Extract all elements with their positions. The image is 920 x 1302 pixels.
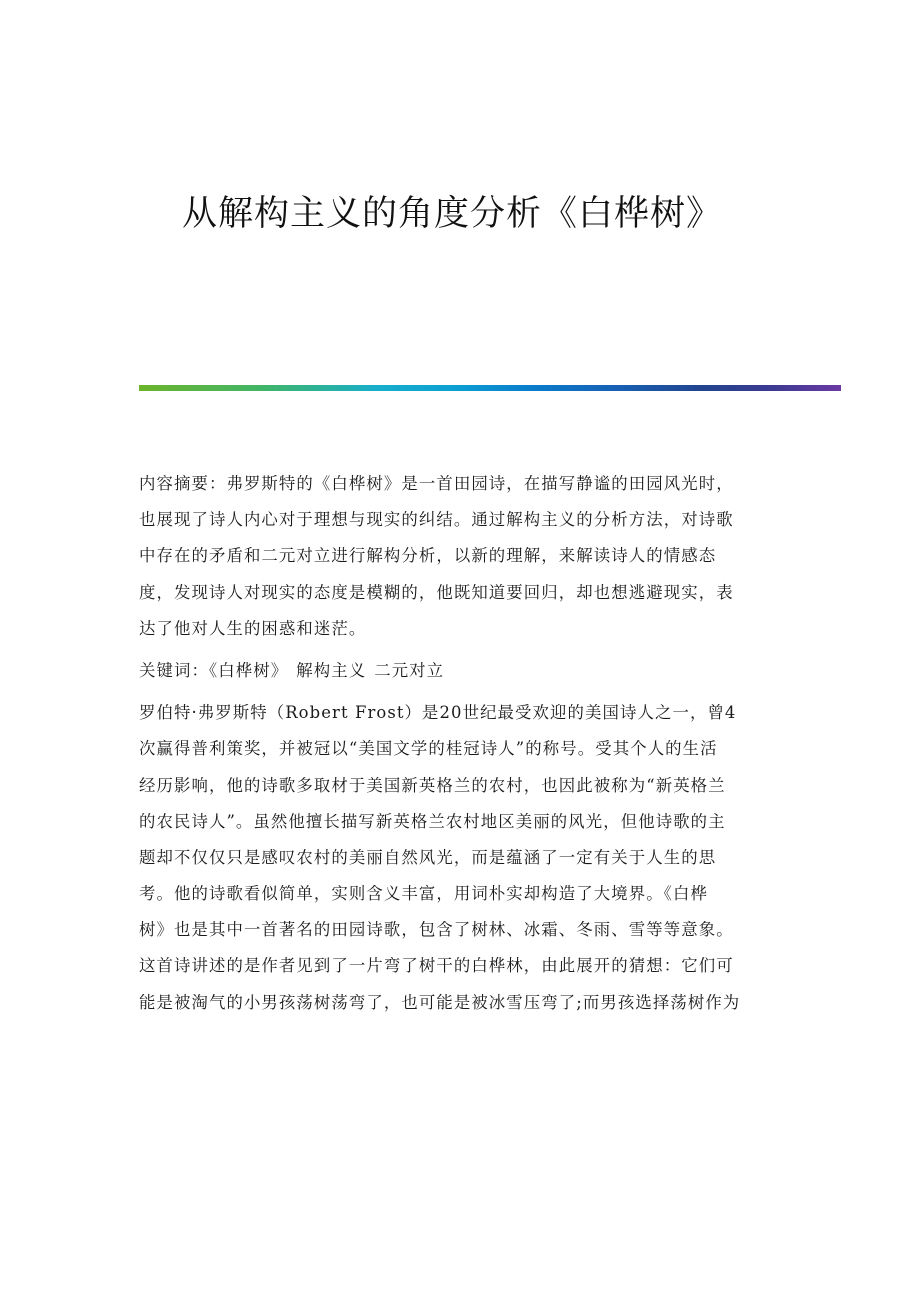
body-line: 次赢得普利策奖，并被冠以“美国文学的桂冠诗人”的称号。受其个人的生活: [139, 739, 718, 759]
abstract-line: 度，发现诗人对现实的态度是模糊的，他既知道要回归，却也想逃避现实，表: [139, 582, 734, 602]
body-line: 的农民诗人”。虽然他擅长描写新英格兰农村地区美丽的风光，但他诗歌的主: [139, 811, 726, 831]
body-line: 这首诗讲述的是作者见到了一片弯了树干的白桦林，由此展开的猜想：它们可: [139, 956, 734, 976]
keywords-line: [139, 653, 779, 689]
keyword-item: 二元对立: [374, 660, 445, 680]
body-line: 罗伯特·弗罗斯特（Robert Frost）是20世纪最受欢迎的美国诗人之一，曾4: [139, 703, 737, 723]
body-line: 经历影响，他的诗歌多取材于美国新英格兰的农村，也因此被称为“新英格兰: [139, 775, 726, 795]
keyword-item: 解构主义: [296, 660, 367, 680]
abstract-line: 内容摘要：弗罗斯特的《白桦树》是一首田园诗，在描写静谧的田园风光时，: [139, 474, 734, 493]
body-line: 考。他的诗歌看似简单，实则含义丰富，用词朴实却构造了大境界。《白桦: [139, 884, 708, 904]
abstract-line: 中存在的矛盾和二元对立进行解构分析，以新的理解，来解读诗人的情感态: [139, 546, 717, 566]
body-line: 树》也是其中一首著名的田园诗歌，包含了树林、冰霜、冬雨、雪等等意象。: [139, 920, 734, 940]
body-paragraph: [139, 695, 779, 1021]
abstract-line: 也展现了诗人内心对于理想与现实的纠结。通过解构主义的分析方法，对诗歌: [139, 510, 734, 530]
body-line: 题却不仅仅只是感叹农村的美丽自然风光，而是蕴涵了一定有关于人生的思: [139, 847, 717, 867]
document-title-text: 从解构主义的角度分析《白桦树》: [181, 194, 722, 234]
abstract-paragraph: [139, 466, 779, 647]
keywords-label: 关键词：: [139, 660, 209, 680]
title-divider-gradient-bar: [139, 385, 841, 391]
body-line: 能是被淘气的小男孩荡树荡弯了，也可能是被冰雪压弯了;而男孩选择荡树作为: [139, 992, 741, 1012]
abstract-line: 达了他对人生的困惑和迷茫。: [139, 618, 367, 638]
document-title: [0, 186, 920, 242]
document-body: [139, 466, 779, 1021]
keyword-item: 《白桦树》: [208, 660, 289, 680]
